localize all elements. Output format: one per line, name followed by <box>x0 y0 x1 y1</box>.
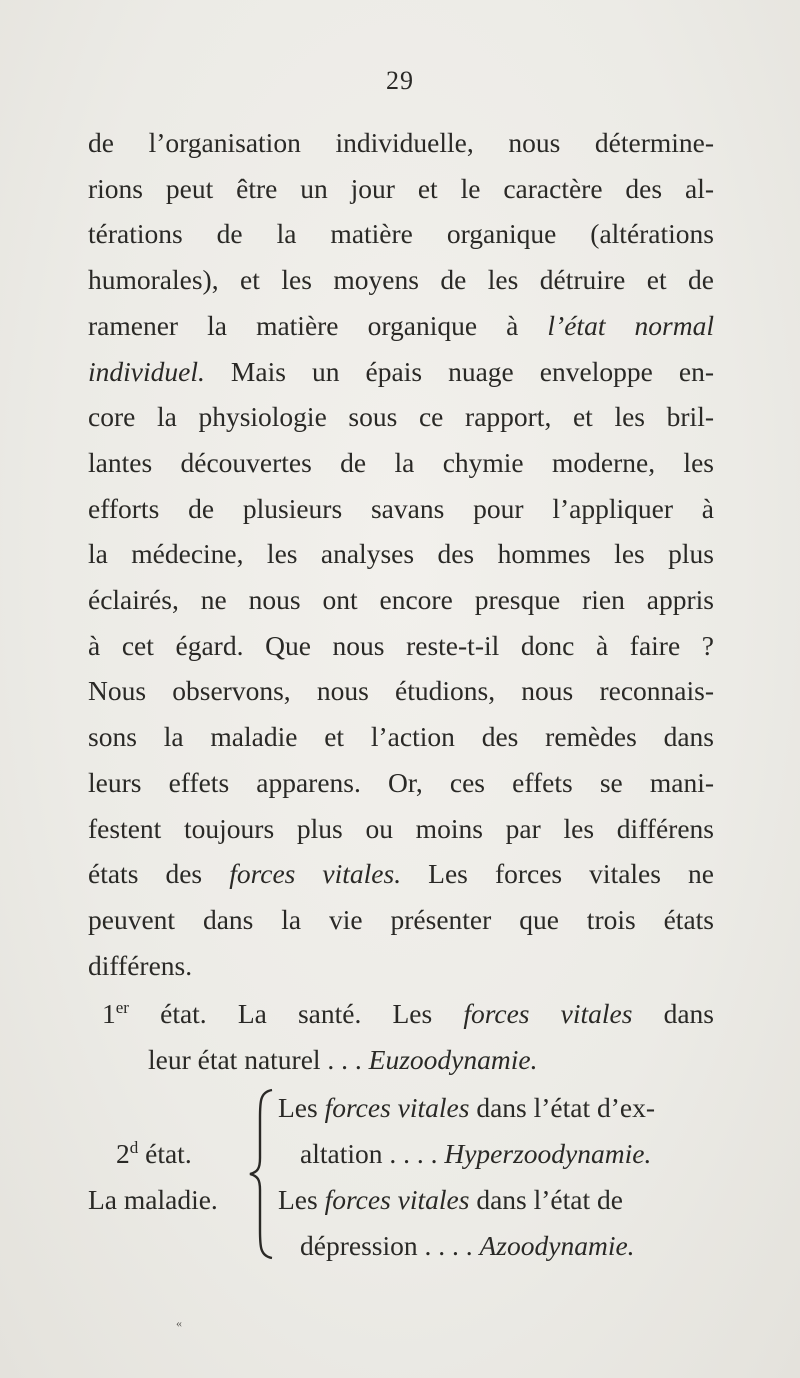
text-run: état. <box>138 1138 192 1170</box>
text-run: individuel. <box>88 355 205 387</box>
second-state-label <box>116 1138 192 1170</box>
text-run: lantes découvertes de la chymie moderne, les <box>88 446 714 478</box>
text-run: 1 <box>102 998 116 1030</box>
text-run: forces vitales <box>324 1092 470 1123</box>
text-run: sons la maladie et l’action des remèdes dans <box>88 721 714 753</box>
text-run: Nous observons, nous étudions, nous reconnais- <box>88 675 714 707</box>
text-run: leur état naturel . . . <box>148 1043 369 1075</box>
exaltation-definition-line-2 <box>300 1138 651 1170</box>
text-run: état. La santé. Les <box>128 998 464 1030</box>
text-run: forces vitales <box>463 998 633 1030</box>
text-run: forces vitales. <box>229 858 402 890</box>
text-run: altation . . . . <box>300 1138 445 1169</box>
text-run: core la physiologie sous ce rapport, et les bril- <box>88 401 714 433</box>
text-run: er <box>115 998 129 1017</box>
text-run: éclairés, ne nous ont encore presque rien appris <box>88 584 714 616</box>
text-run: forces vitales <box>324 1184 470 1215</box>
text-run: dans l’état d’ex- <box>469 1092 655 1123</box>
page-number: 29 <box>386 66 414 95</box>
text-run: Les <box>278 1092 325 1123</box>
text-run: efforts de plusieurs savans pour l’appliquer à <box>88 492 714 524</box>
text-run: ramener la matière organique à <box>88 309 548 341</box>
text-run: états des <box>88 858 230 890</box>
text-run: peuvent dans la vie présenter que trois états <box>88 903 714 935</box>
depression-definition-line-2 <box>300 1230 635 1262</box>
disease-label: La maladie. <box>88 1184 218 1215</box>
text-run: différens. <box>88 949 193 981</box>
exaltation-definition-line-1 <box>278 1092 655 1124</box>
text-run: 2 <box>116 1138 130 1170</box>
text-run: de l’organisation individuelle, nous détermine- <box>88 127 714 158</box>
text-run: d <box>129 1138 139 1157</box>
text-run: térations de la matière organique (altérations <box>88 218 714 250</box>
text-run: la médecine, les analyses des hommes les plus <box>88 538 714 570</box>
text-run: rions peut être un jour et le caractère des al- <box>88 172 714 204</box>
text-run: Azoodynamie. <box>479 1230 635 1261</box>
text-run: à cet égard. Que nous reste-t-il donc à faire ? <box>88 629 714 661</box>
text-run: Hyperzoodynamie. <box>444 1138 652 1169</box>
text-run: humorales), et les moyens de les détruire et de <box>88 264 714 296</box>
footer-mark: « <box>176 1316 182 1330</box>
text-run: Mais un épais nuage enveloppe en- <box>204 355 714 387</box>
text-run: Les <box>278 1184 325 1215</box>
text-run: festent toujours plus ou moins par les différens <box>88 812 714 844</box>
text-run: dépression . . . . <box>300 1230 480 1261</box>
text-run: leurs effets apparens. Or, ces effets se mani- <box>88 766 714 798</box>
text-run: l’état normal <box>547 309 714 341</box>
depression-definition-line-1 <box>278 1184 623 1216</box>
curly-brace-icon <box>248 1088 276 1260</box>
text-run: Euzoodynamie. <box>368 1043 538 1075</box>
text-run: Les forces vitales ne <box>401 858 714 890</box>
text-run: dans l’état de <box>469 1184 623 1215</box>
text-run: dans <box>632 998 714 1030</box>
